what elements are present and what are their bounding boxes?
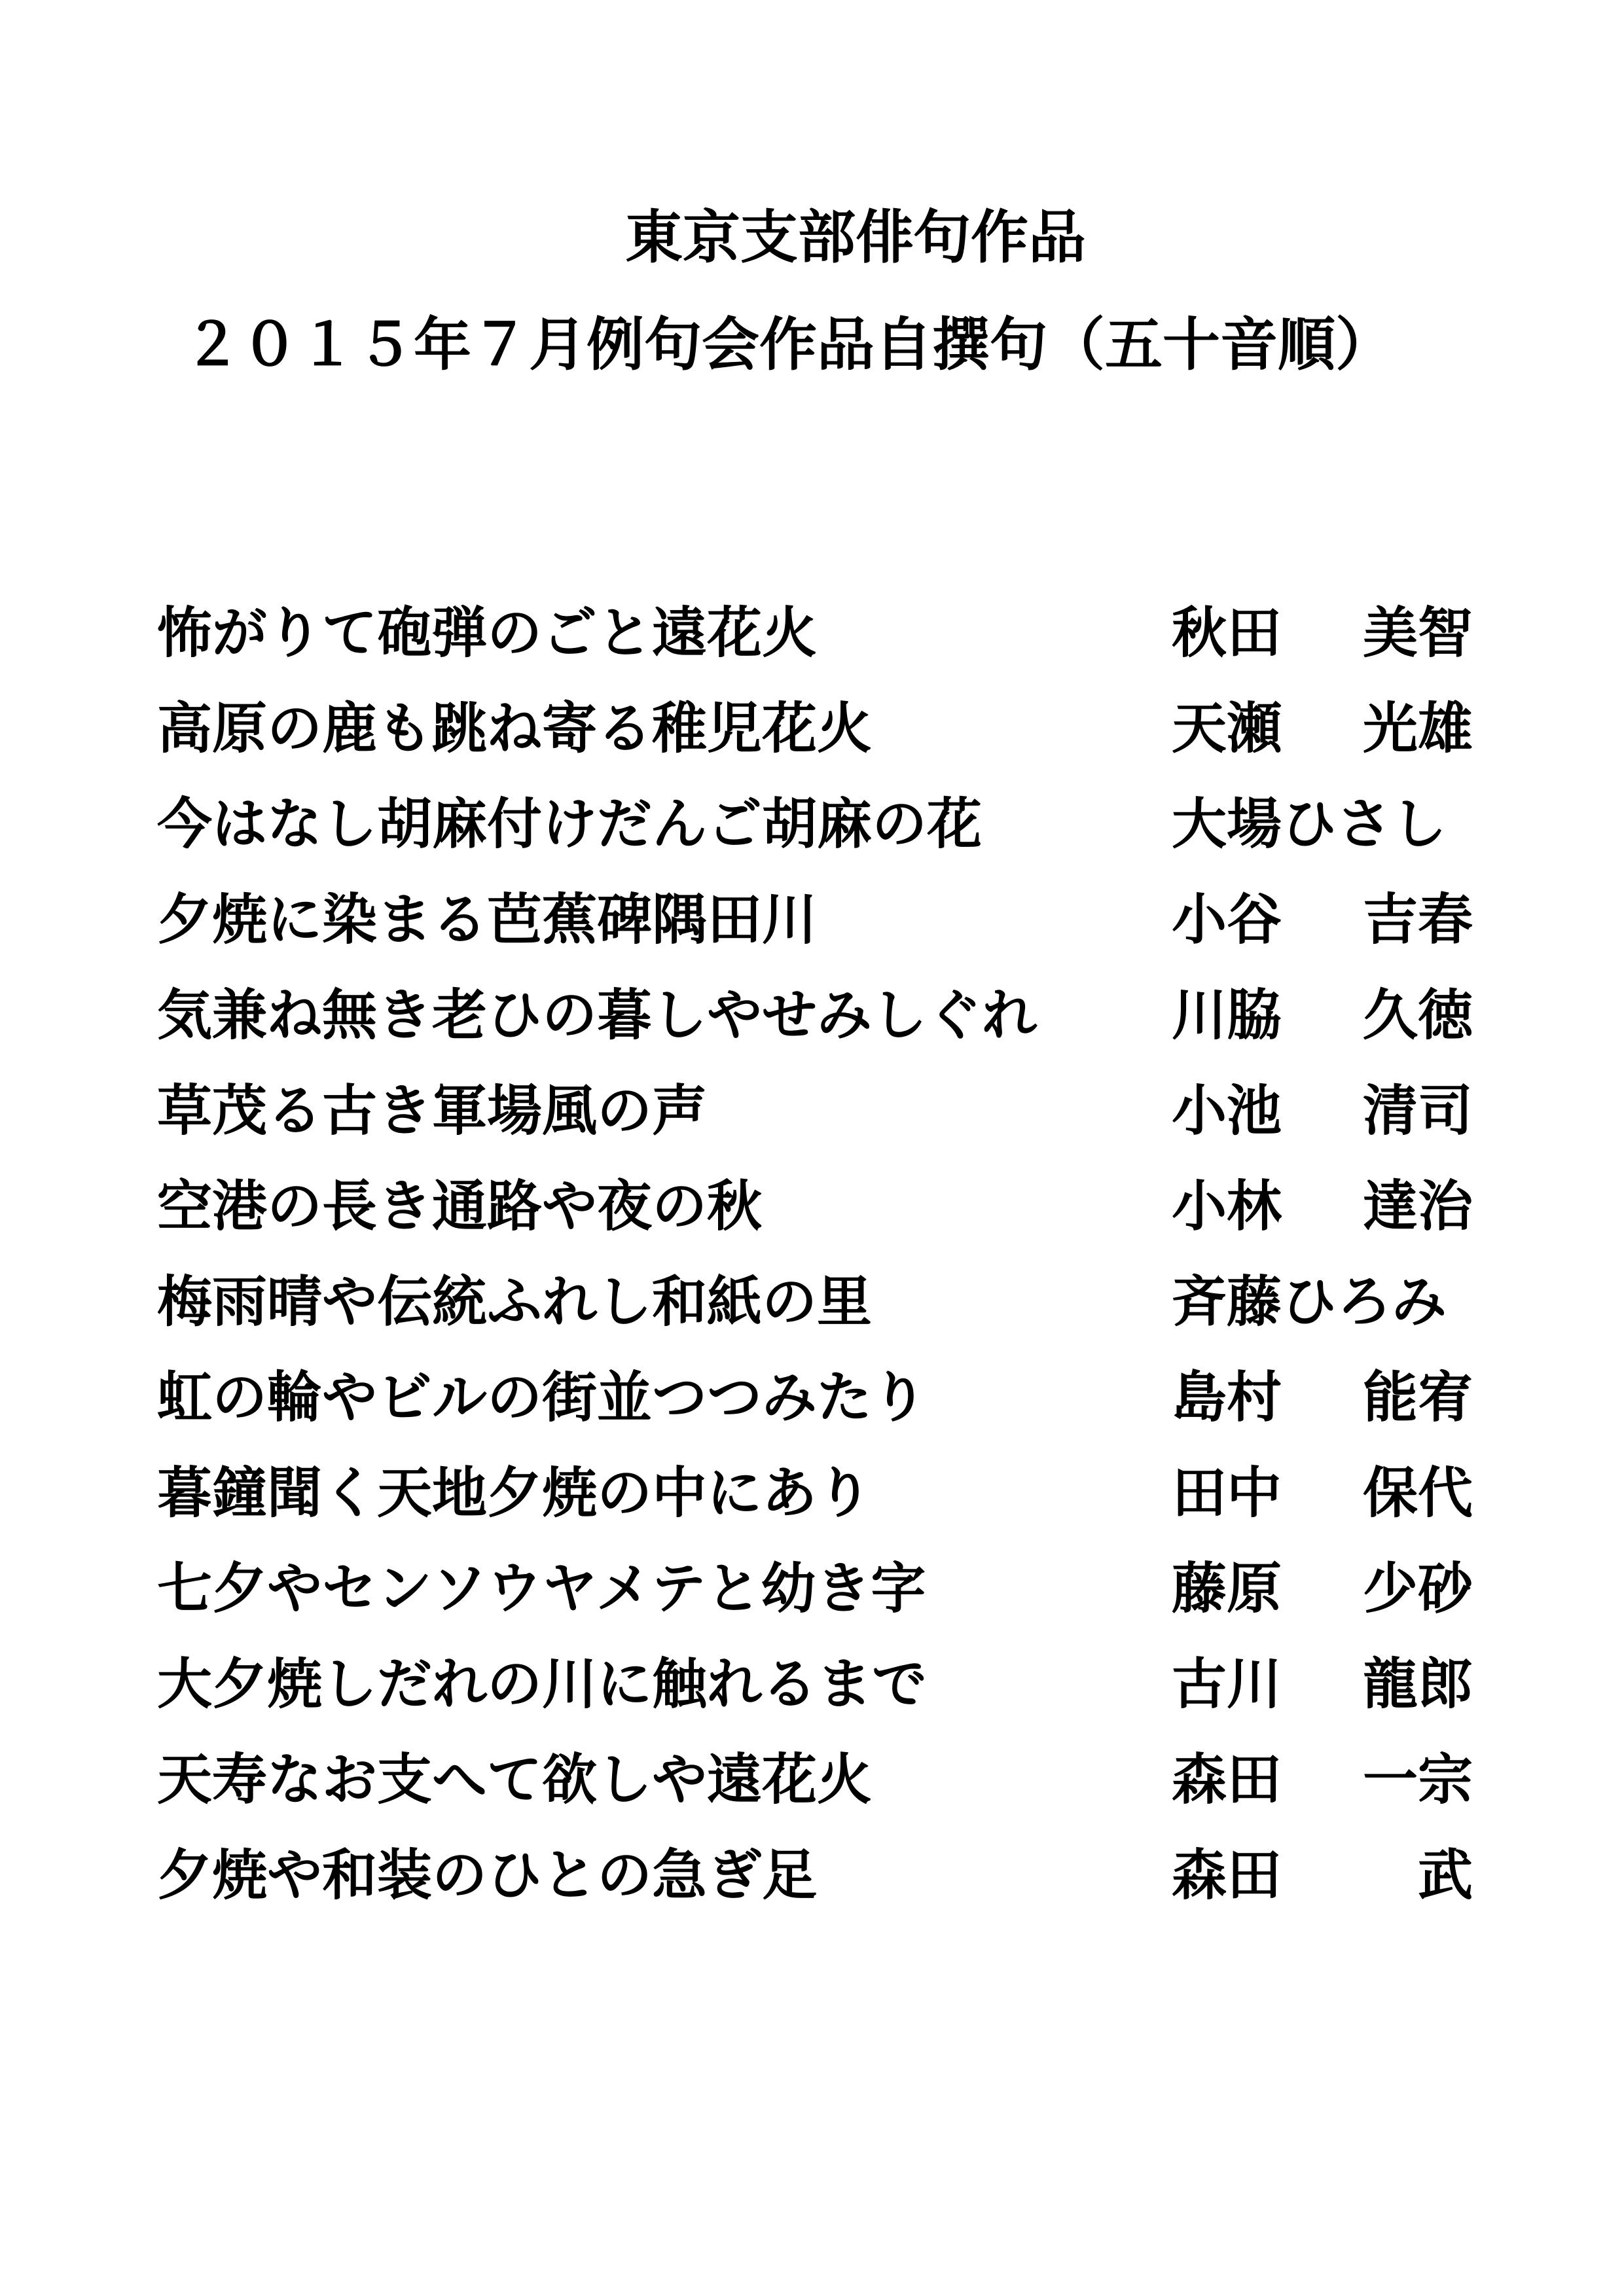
haiku-author	[1172, 982, 1473, 1047]
author-given-name: 少砂	[1362, 1556, 1473, 1621]
haiku-list	[157, 600, 1473, 1943]
haiku-author	[1172, 791, 1473, 856]
author-family-name: 森田	[1172, 1747, 1282, 1812]
author-given-name: 清司	[1362, 1078, 1473, 1143]
haiku-author	[1172, 1269, 1473, 1334]
author-family-name: 古川	[1172, 1651, 1282, 1716]
haiku-author	[1172, 1460, 1473, 1525]
haiku-row	[157, 696, 1473, 797]
haiku-row	[157, 1651, 1473, 1752]
haiku-author	[1172, 600, 1473, 665]
haiku-row	[157, 1174, 1473, 1274]
haiku-text: 今はなし胡麻付けだんご胡麻の花	[157, 791, 983, 856]
haiku-author	[1172, 1078, 1473, 1143]
author-family-name: 天瀬	[1172, 696, 1282, 761]
haiku-row	[157, 1842, 1473, 1943]
author-given-name: 吉春	[1362, 887, 1473, 952]
author-family-name: 大場ひさし	[1172, 791, 1447, 856]
haiku-author	[1172, 1174, 1473, 1238]
haiku-author	[1172, 1842, 1473, 1907]
haiku-text: 草茂る古き軍場風の声	[157, 1078, 708, 1143]
haiku-text: 天寿なお支へて欲しや遠花火	[157, 1747, 873, 1812]
haiku-row	[157, 1365, 1473, 1465]
haiku-author	[1172, 887, 1473, 952]
page-subtitle: ２０１５年７月例句会作品自撰句（五十音順）	[183, 310, 1394, 378]
author-family-name: 田中	[1172, 1460, 1282, 1525]
haiku-row	[157, 1078, 1473, 1179]
author-given-name: 能宥	[1362, 1365, 1473, 1429]
author-given-name: 達治	[1362, 1174, 1473, 1238]
haiku-author	[1172, 696, 1473, 761]
haiku-row	[157, 1747, 1473, 1848]
haiku-text: 空港の長き通路や夜の秋	[157, 1174, 763, 1238]
author-family-name: 小谷	[1172, 887, 1282, 952]
author-family-name: 藤原	[1172, 1556, 1282, 1621]
author-given-name: 武	[1417, 1842, 1473, 1907]
haiku-text: 怖がりて砲弾のごと遠花火	[157, 600, 818, 665]
haiku-text: 虹の輪やビルの街並つつみたり	[157, 1365, 928, 1429]
haiku-text: 気兼ね無き老ひの暮しやせみしぐれ	[157, 982, 1038, 1047]
haiku-row	[157, 1269, 1473, 1370]
author-family-name: 斉藤ひろみ	[1172, 1269, 1447, 1334]
author-given-name: 保代	[1362, 1460, 1473, 1525]
haiku-author	[1172, 1365, 1473, 1429]
haiku-row	[157, 600, 1473, 701]
author-given-name: 一宗	[1362, 1747, 1473, 1812]
haiku-author	[1172, 1556, 1473, 1621]
author-given-name: 龍郎	[1362, 1651, 1473, 1716]
author-family-name: 島村	[1172, 1365, 1282, 1429]
haiku-text: 夕焼や和装のひとの急ぎ足	[157, 1842, 818, 1907]
haiku-text: 梅雨晴や伝統ふれし和紙の里	[157, 1269, 873, 1334]
author-family-name: 森田	[1172, 1842, 1282, 1907]
author-family-name: 小林	[1172, 1174, 1282, 1238]
haiku-author	[1172, 1651, 1473, 1716]
haiku-author	[1172, 1747, 1473, 1812]
author-family-name: 秋田	[1172, 600, 1282, 665]
haiku-text: 暮鐘聞く天地夕焼の中にあり	[157, 1460, 873, 1525]
haiku-row	[157, 982, 1473, 1083]
page-title: 東京支部俳句作品	[625, 203, 1087, 271]
haiku-row	[157, 887, 1473, 988]
haiku-text: 七夕やセンソウヤメテと幼き字	[157, 1556, 926, 1621]
haiku-row	[157, 1556, 1473, 1657]
author-family-name: 小池	[1172, 1078, 1282, 1143]
author-given-name: 光雄	[1362, 696, 1473, 761]
haiku-text: 大夕焼しだれの川に触れるまで	[157, 1651, 928, 1716]
haiku-row	[157, 791, 1473, 892]
author-family-name: 川脇	[1172, 982, 1282, 1047]
haiku-row	[157, 1460, 1473, 1561]
haiku-text: 高原の鹿も跳ね寄る稚児花火	[157, 696, 873, 761]
haiku-text: 夕焼に染まる芭蕉碑隅田川	[157, 887, 818, 952]
author-given-name: 久徳	[1362, 982, 1473, 1047]
author-given-name: 美智	[1362, 600, 1473, 665]
